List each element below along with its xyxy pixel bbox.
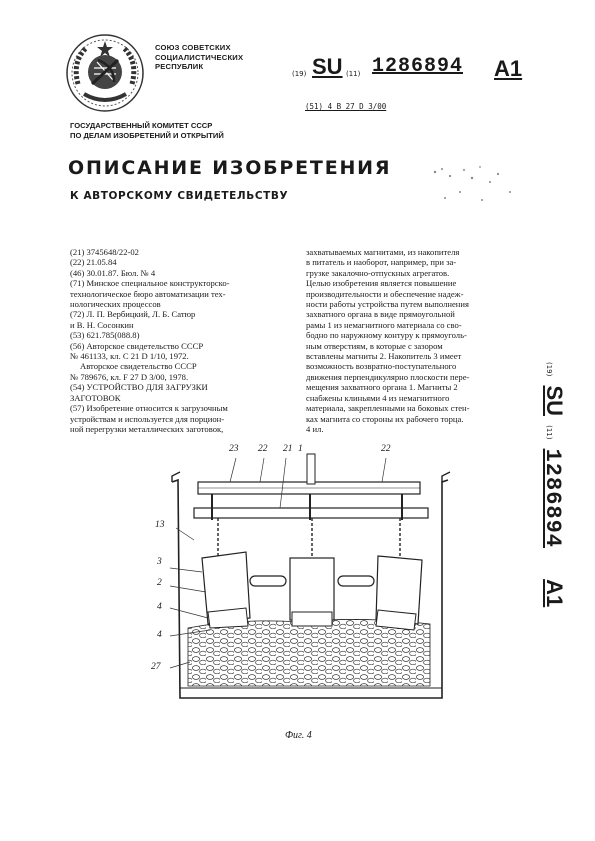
inid-19: (19) (292, 70, 307, 78)
document-title: ОПИСАНИЕ ИЗОБРЕТЕНИЯ (68, 157, 392, 179)
abstract-line: рамы 1 из немагнитного материала со сво- (306, 319, 462, 330)
abstract-line: ках магнита со стороны их рабочего торца. (306, 413, 464, 424)
figure-label: 23 (229, 444, 239, 454)
inid-11: (11) (346, 70, 361, 78)
abstract-line: бодно по наружному контуру к прямоуголь- (306, 330, 467, 341)
side-number: 1286894 (540, 448, 565, 549)
figure-label: 4 (157, 602, 162, 612)
kind-code: A1 (494, 56, 523, 81)
biblio-line: нологических процессов (70, 299, 161, 310)
committee-line: ПО ДЕЛАМ ИЗОБРЕТЕНИЙ И ОТКРЫТИЙ (70, 130, 224, 140)
abstract-line: грузке закалочно-отпускных агрегатов. (306, 267, 450, 278)
abstract-line: ным отверстиям, в которые с зазором (306, 340, 443, 351)
figure-label: 4 (157, 630, 162, 640)
figure-label: 21 (283, 444, 293, 454)
union-line: СОЮЗ СОВЕТСКИХ (155, 43, 231, 52)
document-subtitle: К АВТОРСКОМУ СВИДЕТЕЛЬСТВУ (70, 190, 289, 202)
biblio-line: (56) Авторское свидетельство СССР (70, 340, 204, 351)
union-line: РЕСПУБЛИК (155, 62, 204, 71)
figure-label: 13 (155, 520, 165, 530)
biblio-line: (22) 21.05.84 (70, 257, 117, 268)
abstract-line: ности работы устройства путем выполнения (306, 299, 469, 310)
abstract-line: снабжены клиньями 4 из немагнитного (306, 392, 450, 403)
biblio-line: (57) Изобретение относится к загрузочным (70, 403, 228, 414)
abstract-line: захватного органа в виде прямоугольной (306, 309, 455, 320)
side-inid-19: (19) (545, 362, 553, 377)
abstract-line: Целью изобретения является повышение (306, 278, 457, 289)
abstract-line: в питатель и наоборот, например, при за- (306, 257, 457, 268)
biblio-line: устройствам и используется для порцион- (70, 413, 225, 424)
figure-label: 22 (258, 444, 268, 454)
biblio-line: № 789676, кл. F 27 D 3/00, 1978. (70, 371, 189, 382)
abstract-line: 4 ил. (306, 423, 324, 434)
side-patent-number (540, 362, 567, 607)
biblio-line: (46) 30.01.87. Бюл. № 4 (70, 267, 156, 278)
biblio-line: № 461133, кл. С 21 D 1/10, 1972. (70, 351, 189, 362)
abstract-line: возможность возвратно-поступательного (306, 361, 457, 372)
figure-label: 22 (381, 444, 391, 454)
figure-label: 3 (157, 557, 162, 567)
biblio-line: (72) Л. П. Вербицкий, Л. Б. Сатюр (70, 309, 196, 320)
figure-label: 2 (157, 578, 162, 588)
abstract-line: мещения захватного органа 1. Магниты 2 (306, 382, 458, 393)
bibliographic-data (70, 247, 302, 434)
abstract-line: вставлены магниты 2. Накопитель 3 имеет (306, 351, 462, 362)
figure-drawing (150, 440, 460, 720)
committee (70, 121, 224, 140)
figure-label: 1 (298, 444, 303, 454)
biblio-line: технологическое бюро автоматизации тех- (70, 288, 226, 299)
biblio-line: ЗАГОТОВОК (70, 392, 121, 403)
side-inid-11: (11) (545, 425, 553, 440)
stamp-marks (420, 152, 530, 212)
abstract-line: захватываемых магнитами, из накопителя (306, 247, 460, 257)
state-emblem (64, 32, 146, 114)
biblio-line: ной перегрузки металлических заготовок, (70, 423, 224, 434)
committee-line: ГОСУДАРСТВЕННЫЙ КОМИТЕТ СССР (70, 121, 213, 130)
biblio-line: и В. Н. Сосонкин (70, 319, 134, 330)
union-name (155, 43, 243, 72)
patent-number: 1286894 (372, 55, 464, 78)
figure-label: 27 (151, 662, 161, 672)
figure-caption: Фиг. 4 (285, 730, 312, 741)
abstract-line: материала, закрепленными на боковых стен- (306, 403, 470, 414)
biblio-line: (53) 621.785(088.8) (70, 330, 140, 341)
abstract (306, 247, 544, 434)
abstract-line: производительности и обеспечение надеж- (306, 288, 464, 299)
side-country-code: SU (542, 385, 567, 417)
biblio-line: (71) Минское специальное конструкторско- (70, 278, 230, 289)
country-code: SU (312, 54, 343, 79)
union-line: СОЦИАЛИСТИЧЕСКИХ (155, 52, 244, 62)
biblio-line: (54) УСТРОЙСТВО ДЛЯ ЗАГРУЗКИ (70, 382, 208, 393)
ipc-class: (51) 4 B 27 D 3/00 (305, 102, 387, 111)
biblio-line: (21) 3745648/22-02 (70, 247, 139, 257)
biblio-line: Авторское свидетельство СССР (80, 361, 197, 372)
abstract-line: движения перпендикулярно плоскости пере- (306, 371, 470, 382)
side-kind: A1 (542, 579, 567, 608)
